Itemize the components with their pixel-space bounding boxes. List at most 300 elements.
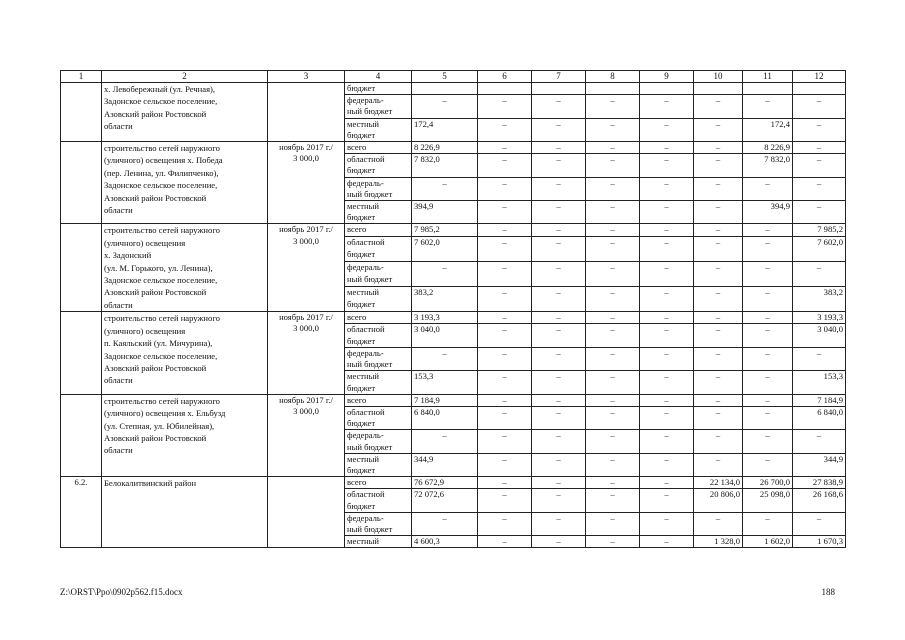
- date-line: 3 000,0: [293, 405, 319, 416]
- amount-cell: –: [743, 371, 793, 394]
- amount-cell: 383,2: [412, 287, 478, 312]
- amount-cell: –: [640, 154, 694, 177]
- amount-cell: –: [694, 453, 743, 476]
- funding-source-line: областной: [347, 324, 385, 335]
- funding-source: [345, 224, 412, 237]
- description-line: области: [104, 445, 133, 456]
- funding-source: [345, 477, 412, 489]
- amount-cell: –: [586, 262, 640, 287]
- amount-cell: –: [640, 224, 694, 237]
- amount-cell: –: [694, 324, 743, 347]
- amount-cell: –: [694, 177, 743, 200]
- amount-cell: –: [640, 324, 694, 347]
- amount-cell: –: [586, 512, 640, 535]
- amount-cell: 1 602,0: [743, 536, 793, 548]
- column-header: 3: [268, 71, 345, 83]
- amount-cell: –: [532, 237, 586, 262]
- item-description: [102, 477, 268, 548]
- amount-cell: –: [640, 477, 694, 489]
- amount-cell: [640, 83, 694, 95]
- description-line: Задонское сельское поселение,: [104, 275, 218, 286]
- description-line: Азовский район Ростовской: [104, 287, 207, 298]
- funding-source-line: областной: [347, 489, 385, 500]
- completion-date-cost: [268, 394, 345, 476]
- funding-source: [345, 324, 412, 347]
- amount-cell: 3 193,3: [412, 312, 478, 324]
- amount-cell: –: [793, 201, 846, 224]
- description-line: Азовский район Ростовской: [104, 432, 207, 443]
- amount-cell: –: [532, 312, 586, 324]
- amount-cell: –: [640, 287, 694, 312]
- table-row: [61, 394, 846, 406]
- funding-source: [345, 83, 412, 95]
- funding-source: [345, 394, 412, 406]
- item-number: [61, 394, 102, 476]
- amount-cell: –: [640, 371, 694, 394]
- funding-source-line: бюджет: [347, 212, 376, 223]
- amount-cell: –: [586, 477, 640, 489]
- amount-cell: 22 134,0: [694, 477, 743, 489]
- amount-cell: –: [532, 142, 586, 154]
- funding-source-line: местный: [347, 287, 380, 298]
- amount-cell: –: [586, 394, 640, 406]
- funding-source-line: всего: [347, 224, 367, 235]
- item-number: 6.2.: [61, 477, 102, 548]
- funding-source-line: федераль-: [347, 512, 384, 523]
- amount-cell: –: [532, 536, 586, 548]
- amount-cell: –: [694, 512, 743, 535]
- amount-cell: –: [793, 512, 846, 535]
- amount-cell: –: [694, 118, 743, 141]
- amount-cell: [412, 83, 478, 95]
- amount-cell: –: [586, 154, 640, 177]
- amount-cell: –: [478, 394, 532, 406]
- funding-source-line: федераль-: [347, 262, 384, 273]
- amount-cell: [694, 83, 743, 95]
- completion-date-cost: [268, 312, 345, 394]
- amount-cell: 394,9: [412, 201, 478, 224]
- amount-cell: –: [640, 95, 694, 118]
- amount-cell: 7 832,0: [743, 154, 793, 177]
- description-line: х. Задонский: [104, 250, 152, 261]
- description-line: области: [104, 375, 133, 386]
- amount-cell: –: [694, 406, 743, 429]
- file-path: Z:\ORST\Ppo\0902p562.f15.docx: [60, 587, 183, 597]
- funding-source-line: областной: [347, 406, 385, 417]
- amount-cell: –: [586, 430, 640, 453]
- amount-cell: –: [694, 347, 743, 370]
- funding-source: [345, 118, 412, 141]
- amount-cell: 1 670,3: [793, 536, 846, 548]
- funding-source-line: ный бюджет: [347, 273, 393, 284]
- funding-source-line: областной: [347, 154, 385, 165]
- description-line: (ул. Степная, ул. Юбилейная),: [104, 420, 215, 431]
- amount-cell: [532, 83, 586, 95]
- funding-source-line: бюджет: [347, 298, 376, 309]
- description-line: строительство сетей наружного: [104, 313, 220, 324]
- item-description: [102, 83, 268, 142]
- description-line: Белокалитвинский район: [104, 478, 197, 489]
- date-line: 3 000,0: [293, 323, 319, 334]
- amount-cell: 394,9: [743, 201, 793, 224]
- funding-source-line: всего: [347, 477, 367, 488]
- amount-cell: –: [640, 201, 694, 224]
- amount-cell: –: [793, 430, 846, 453]
- funding-source: [345, 312, 412, 324]
- amount-cell: 26 168,6: [793, 489, 846, 512]
- amount-cell: –: [743, 324, 793, 347]
- table-row: [61, 83, 846, 95]
- column-header: 1: [61, 71, 102, 83]
- amount-cell: –: [532, 347, 586, 370]
- amount-cell: 7 184,9: [793, 394, 846, 406]
- item-number: [61, 224, 102, 312]
- completion-date-cost: [268, 83, 345, 142]
- amount-cell: 3 040,0: [793, 324, 846, 347]
- amount-cell: –: [478, 201, 532, 224]
- amount-cell: –: [478, 224, 532, 237]
- amount-cell: –: [412, 262, 478, 287]
- amount-cell: 7 832,0: [412, 154, 478, 177]
- amount-cell: –: [478, 312, 532, 324]
- funding-source-line: областной: [347, 237, 385, 248]
- amount-cell: –: [532, 512, 586, 535]
- description-line: области: [104, 121, 133, 132]
- amount-cell: –: [532, 430, 586, 453]
- amount-cell: 383,2: [793, 287, 846, 312]
- amount-cell: –: [793, 347, 846, 370]
- amount-cell: –: [586, 371, 640, 394]
- amount-cell: –: [478, 154, 532, 177]
- amount-cell: –: [586, 453, 640, 476]
- amount-cell: 27 838,9: [793, 477, 846, 489]
- amount-cell: –: [743, 512, 793, 535]
- date-line: ноябрь 2017 г./: [279, 394, 333, 405]
- description-line: области: [104, 205, 133, 216]
- description-line: Азовский район Ростовской: [104, 192, 207, 203]
- description-line: х. Левобережный (ул. Речная),: [104, 84, 216, 94]
- description-line: (уличного) освещения х. Победа: [104, 155, 223, 166]
- amount-cell: –: [640, 118, 694, 141]
- amount-cell: –: [640, 430, 694, 453]
- amount-cell: –: [532, 262, 586, 287]
- page-number: 188: [821, 587, 835, 597]
- item-description: [102, 224, 268, 312]
- amount-cell: 7 602,0: [793, 237, 846, 262]
- funding-source-line: местный: [347, 201, 380, 212]
- amount-cell: –: [793, 177, 846, 200]
- amount-cell: –: [412, 512, 478, 535]
- amount-cell: –: [532, 489, 586, 512]
- amount-cell: –: [743, 406, 793, 429]
- amount-cell: –: [412, 177, 478, 200]
- amount-cell: –: [478, 287, 532, 312]
- amount-cell: –: [586, 201, 640, 224]
- funding-source: [345, 453, 412, 476]
- column-header: 12: [793, 71, 846, 83]
- description-line: (уличного) освещения: [104, 237, 186, 248]
- amount-cell: –: [478, 237, 532, 262]
- amount-cell: –: [532, 287, 586, 312]
- funding-source-line: ный бюджет: [347, 523, 393, 534]
- funding-source-line: местный: [347, 453, 380, 464]
- date-line: 3 000,0: [293, 153, 319, 164]
- amount-cell: 8 226,9: [743, 142, 793, 154]
- funding-source: [345, 237, 412, 262]
- item-description: [102, 142, 268, 224]
- amount-cell: –: [478, 347, 532, 370]
- amount-cell: 172,4: [412, 118, 478, 141]
- funding-source-line: бюджет: [347, 248, 376, 259]
- amount-cell: 7 985,2: [793, 224, 846, 237]
- amount-cell: –: [532, 406, 586, 429]
- amount-cell: –: [743, 394, 793, 406]
- funding-source-line: ный бюджет: [347, 359, 393, 370]
- amount-cell: –: [640, 312, 694, 324]
- amount-cell: –: [640, 489, 694, 512]
- amount-cell: –: [694, 95, 743, 118]
- amount-cell: –: [640, 237, 694, 262]
- amount-cell: 3 193,3: [793, 312, 846, 324]
- amount-cell: –: [694, 224, 743, 237]
- amount-cell: –: [586, 536, 640, 548]
- funding-source: [345, 536, 412, 548]
- amount-cell: –: [694, 142, 743, 154]
- column-header: 8: [586, 71, 640, 83]
- item-number: [61, 142, 102, 224]
- amount-cell: 76 672,9: [412, 477, 478, 489]
- amount-cell: –: [532, 477, 586, 489]
- completion-date-cost: [268, 477, 345, 548]
- amount-cell: –: [743, 262, 793, 287]
- table-row: [61, 312, 846, 324]
- amount-cell: [743, 83, 793, 95]
- amount-cell: 20 806,0: [694, 489, 743, 512]
- amount-cell: 344,9: [412, 453, 478, 476]
- amount-cell: –: [743, 430, 793, 453]
- item-description: [102, 312, 268, 394]
- amount-cell: [586, 83, 640, 95]
- amount-cell: –: [478, 177, 532, 200]
- amount-cell: [478, 83, 532, 95]
- amount-cell: –: [793, 95, 846, 118]
- funding-source-line: местный: [347, 118, 380, 129]
- amount-cell: –: [793, 262, 846, 287]
- description-line: п. Каяльский (ул. Мичурина),: [104, 338, 213, 349]
- column-header: 11: [743, 71, 793, 83]
- description-line: строительство сетей наружного: [104, 143, 220, 154]
- amount-cell: –: [478, 477, 532, 489]
- amount-cell: 6 840,0: [793, 406, 846, 429]
- amount-cell: –: [640, 536, 694, 548]
- amount-cell: –: [412, 347, 478, 370]
- funding-source-line: бюджет: [347, 129, 376, 140]
- funding-source-line: ный бюджет: [347, 441, 393, 452]
- amount-cell: –: [478, 512, 532, 535]
- amount-cell: 26 700,0: [743, 477, 793, 489]
- description-line: (пер. Ленина, ул. Филипченко),: [104, 167, 219, 178]
- amount-cell: –: [532, 224, 586, 237]
- description-line: строительство сетей наружного: [104, 225, 220, 236]
- budget-table-sheet: [60, 70, 845, 548]
- amount-cell: –: [640, 177, 694, 200]
- funding-source-line: бюджет: [347, 418, 376, 429]
- amount-cell: –: [694, 371, 743, 394]
- funding-source-line: федераль-: [347, 177, 384, 188]
- item-number: [61, 312, 102, 394]
- amount-cell: –: [478, 262, 532, 287]
- description-line: Азовский район Ростовской: [104, 362, 207, 373]
- amount-cell: –: [743, 312, 793, 324]
- amount-cell: –: [412, 430, 478, 453]
- amount-cell: 8 226,9: [412, 142, 478, 154]
- amount-cell: 4 600,3: [412, 536, 478, 548]
- funding-source-line: федераль-: [347, 95, 384, 106]
- amount-cell: –: [640, 453, 694, 476]
- amount-cell: –: [586, 95, 640, 118]
- amount-cell: –: [586, 177, 640, 200]
- amount-cell: –: [532, 177, 586, 200]
- funding-source-line: бюджет: [347, 464, 376, 475]
- amount-cell: –: [793, 142, 846, 154]
- column-header: 9: [640, 71, 694, 83]
- amount-cell: –: [586, 406, 640, 429]
- amount-cell: 25 098,0: [743, 489, 793, 512]
- funding-source: [345, 489, 412, 512]
- table-row: [61, 477, 846, 489]
- amount-cell: –: [532, 394, 586, 406]
- amount-cell: –: [532, 201, 586, 224]
- amount-cell: –: [586, 312, 640, 324]
- funding-source: [345, 287, 412, 312]
- amount-cell: –: [478, 536, 532, 548]
- amount-cell: –: [694, 394, 743, 406]
- amount-cell: –: [478, 95, 532, 118]
- amount-cell: –: [586, 324, 640, 347]
- funding-source-line: всего: [347, 394, 367, 405]
- amount-cell: –: [478, 430, 532, 453]
- amount-cell: –: [640, 512, 694, 535]
- funding-source-line: ный бюджет: [347, 106, 393, 117]
- amount-cell: –: [640, 262, 694, 287]
- funding-source-line: бюджет: [347, 500, 376, 511]
- funding-source-line: бюджет: [347, 165, 376, 176]
- amount-cell: –: [478, 371, 532, 394]
- funding-source-line: ный бюджет: [347, 188, 393, 199]
- funding-source: [345, 430, 412, 453]
- funding-source: [345, 512, 412, 535]
- amount-cell: –: [586, 489, 640, 512]
- column-header: 5: [412, 71, 478, 83]
- description-line: (ул. М. Горького, ул. Ленина),: [104, 262, 213, 273]
- amount-cell: 153,3: [412, 371, 478, 394]
- amount-cell: –: [478, 118, 532, 141]
- funding-source-line: бюджет: [347, 83, 376, 93]
- funding-source: [345, 347, 412, 370]
- description-line: Азовский район Ростовской: [104, 108, 207, 119]
- funding-source-line: местный: [347, 536, 380, 547]
- funding-source-line: местный: [347, 371, 380, 382]
- completion-date-cost: [268, 142, 345, 224]
- funding-source: [345, 142, 412, 154]
- funding-source: [345, 95, 412, 118]
- funding-source: [345, 177, 412, 200]
- amount-cell: –: [532, 95, 586, 118]
- date-line: 3 000,0: [293, 235, 319, 246]
- amount-cell: –: [532, 371, 586, 394]
- amount-cell: –: [694, 154, 743, 177]
- amount-cell: –: [478, 453, 532, 476]
- amount-cell: 172,4: [743, 118, 793, 141]
- amount-cell: 1 328,0: [694, 536, 743, 548]
- amount-cell: –: [532, 453, 586, 476]
- amount-cell: –: [743, 453, 793, 476]
- funding-source: [345, 154, 412, 177]
- amount-cell: –: [586, 347, 640, 370]
- amount-cell: –: [743, 224, 793, 237]
- column-header: 2: [102, 71, 268, 83]
- amount-cell: –: [478, 489, 532, 512]
- funding-source: [345, 371, 412, 394]
- funding-source-line: федераль-: [347, 347, 384, 358]
- column-header: 6: [478, 71, 532, 83]
- amount-cell: –: [640, 394, 694, 406]
- amount-cell: –: [478, 406, 532, 429]
- amount-cell: –: [694, 201, 743, 224]
- amount-cell: 6 840,0: [412, 406, 478, 429]
- amount-cell: –: [532, 154, 586, 177]
- table-row: [61, 224, 846, 237]
- amount-cell: 3 040,0: [412, 324, 478, 347]
- amount-cell: –: [694, 312, 743, 324]
- funding-source-line: всего: [347, 312, 367, 323]
- funding-source-line: федераль-: [347, 430, 384, 441]
- description-line: Задонское сельское поселение,: [104, 350, 218, 361]
- description-line: (уличного) освещения: [104, 325, 186, 336]
- funding-source-line: бюджет: [347, 382, 376, 393]
- amount-cell: –: [586, 224, 640, 237]
- column-header: 7: [532, 71, 586, 83]
- amount-cell: 7 985,2: [412, 224, 478, 237]
- amount-cell: 72 072,6: [412, 489, 478, 512]
- description-line: Задонское сельское поселение,: [104, 180, 218, 191]
- amount-cell: 7 602,0: [412, 237, 478, 262]
- description-line: области: [104, 299, 133, 310]
- amount-cell: –: [478, 324, 532, 347]
- amount-cell: –: [743, 287, 793, 312]
- amount-cell: –: [586, 142, 640, 154]
- amount-cell: –: [586, 118, 640, 141]
- amount-cell: –: [743, 95, 793, 118]
- amount-cell: –: [793, 118, 846, 141]
- amount-cell: –: [694, 287, 743, 312]
- amount-cell: –: [532, 118, 586, 141]
- column-header: 4: [345, 71, 412, 83]
- description-line: Задонское сельское поселение,: [104, 96, 218, 107]
- amount-cell: –: [743, 177, 793, 200]
- completion-date-cost: [268, 224, 345, 312]
- amount-cell: –: [586, 237, 640, 262]
- funding-source: [345, 406, 412, 429]
- date-line: ноябрь 2017 г./: [279, 142, 333, 153]
- amount-cell: 344,9: [793, 453, 846, 476]
- amount-cell: –: [532, 324, 586, 347]
- amount-cell: 153,3: [793, 371, 846, 394]
- date-line: ноябрь 2017 г./: [279, 224, 333, 235]
- description-line: (уличного) освещения х. Ельбузд: [104, 408, 226, 419]
- funding-source-line: бюджет: [347, 335, 376, 346]
- amount-cell: –: [586, 287, 640, 312]
